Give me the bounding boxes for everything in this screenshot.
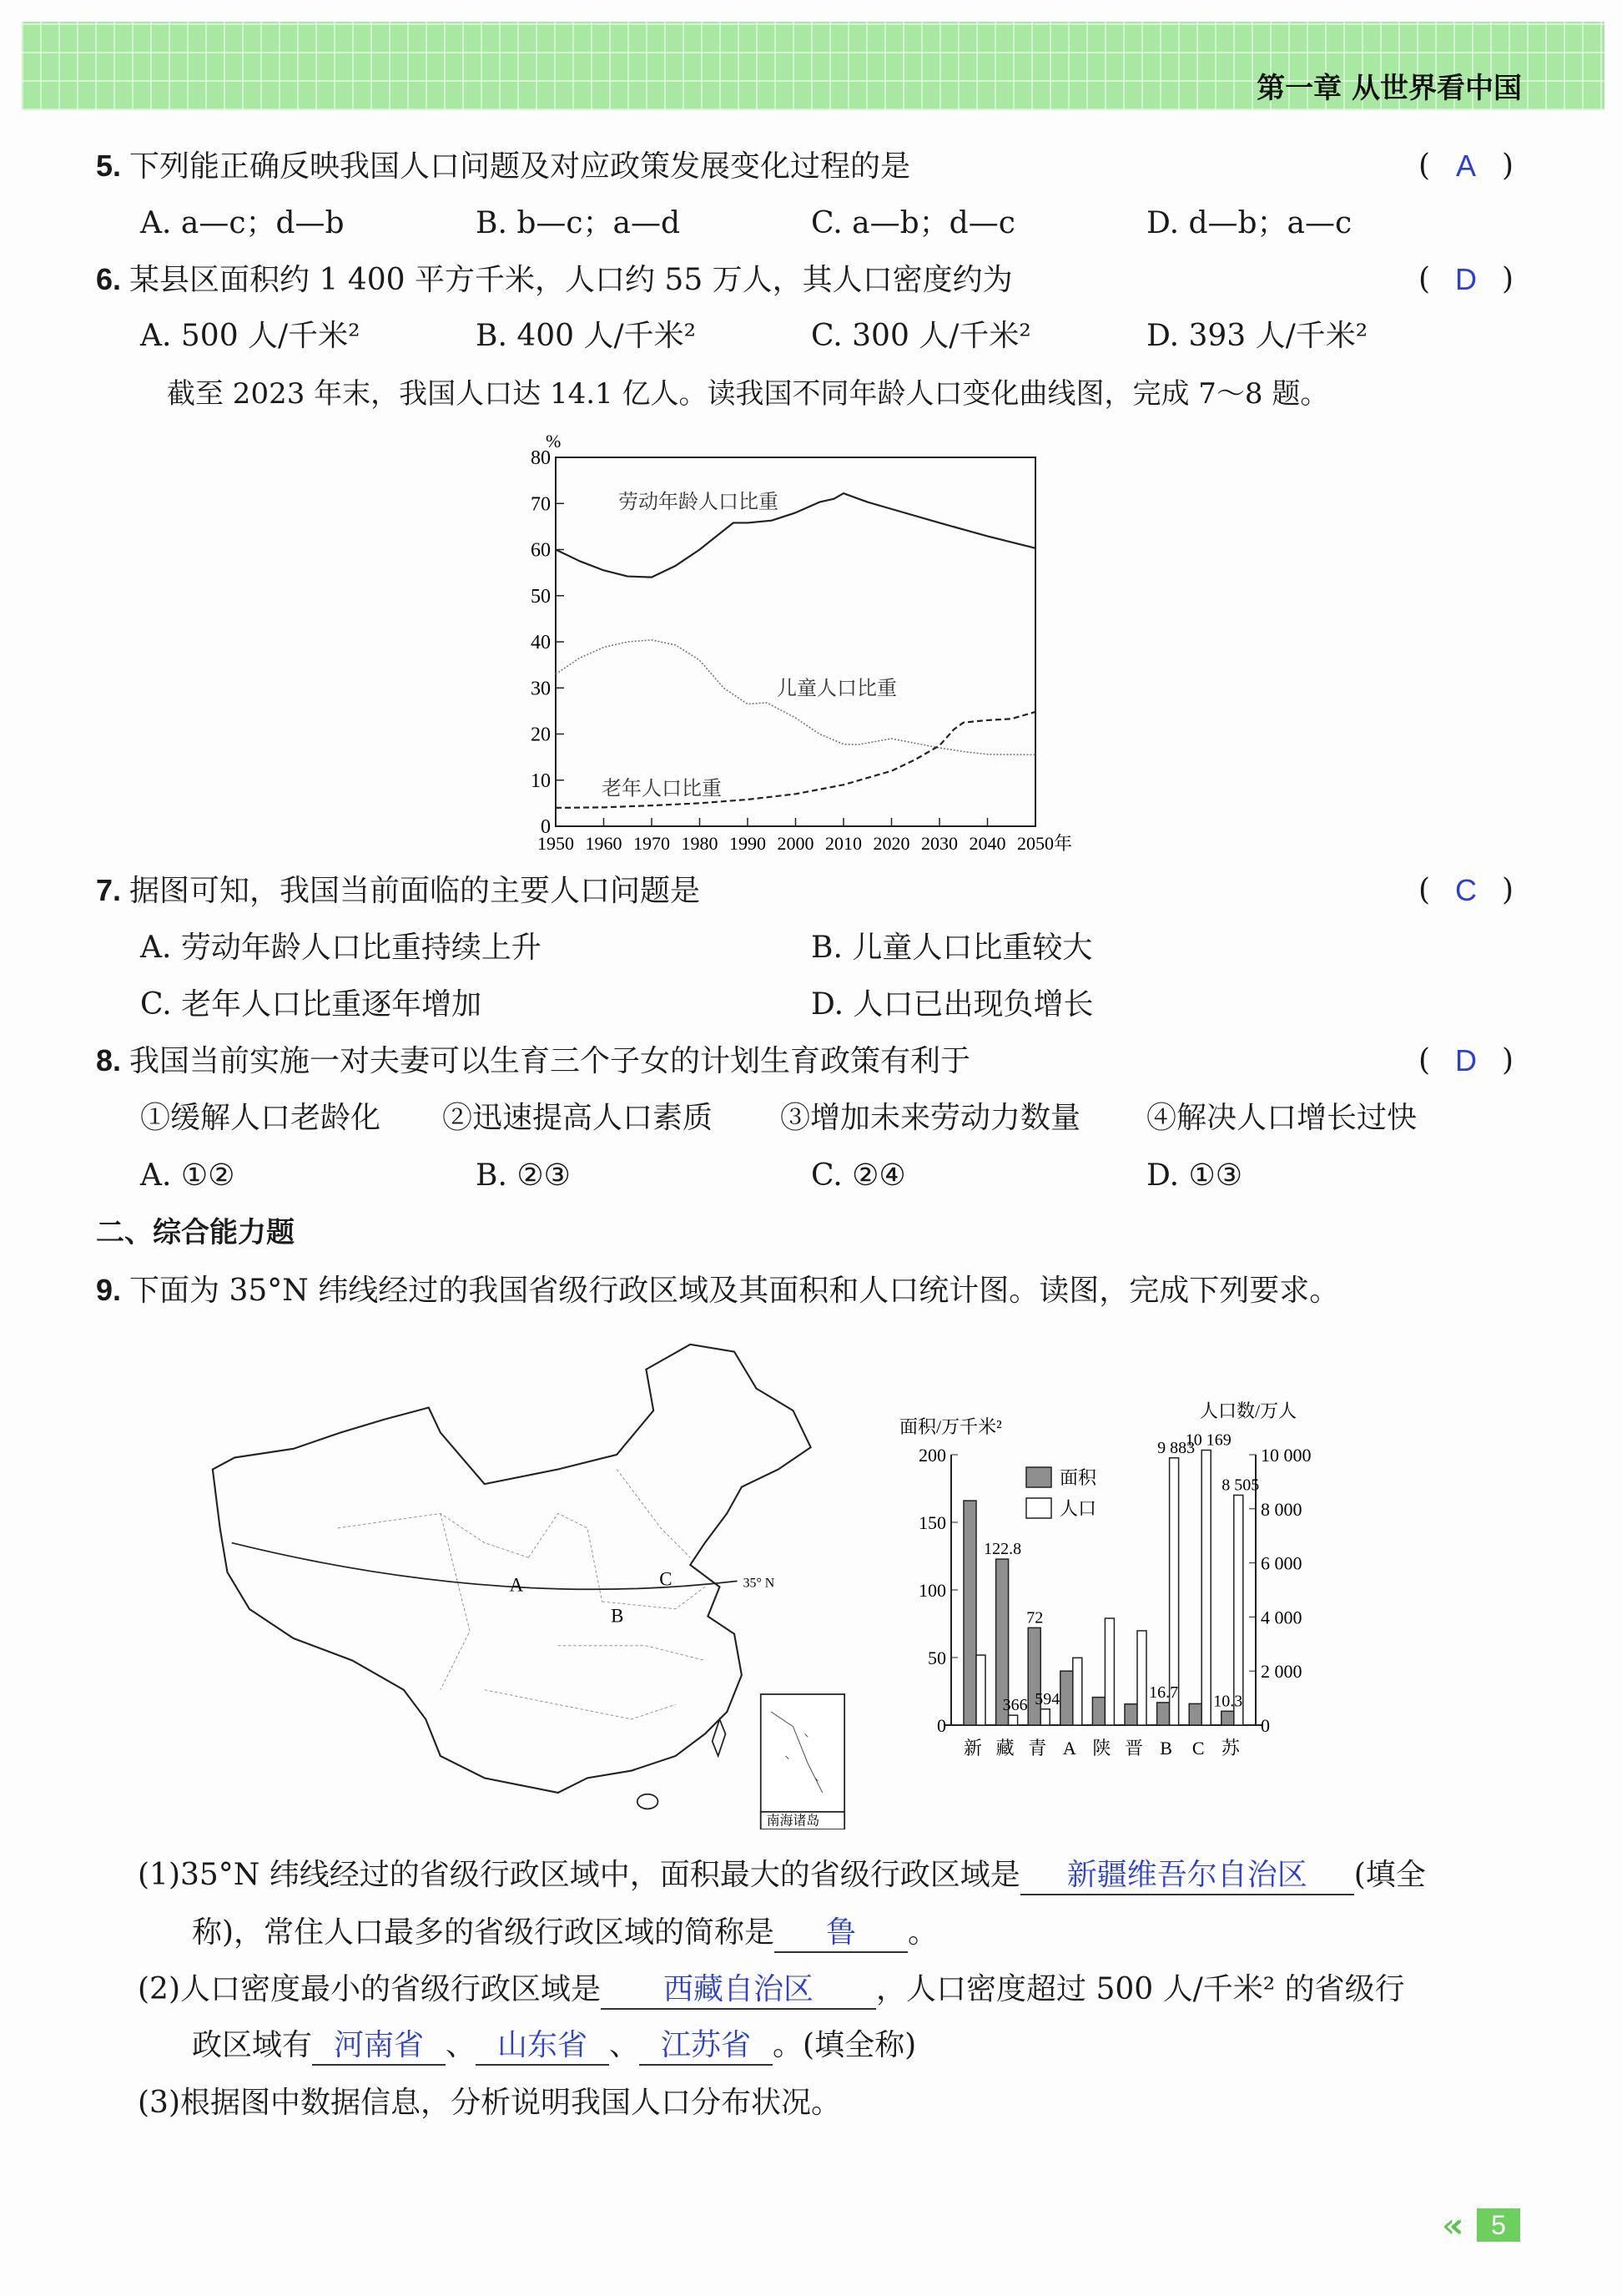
subquestion-2	[138, 1971, 1405, 2010]
bar-population-晋	[1137, 1631, 1146, 1725]
right-tick-label: 0	[1261, 1715, 1270, 1736]
question-text: 下列能正确反映我国人口问题及对应政策发展变化过程的是	[129, 149, 911, 184]
question-9	[96, 1272, 1339, 1309]
latitude-label: 35° N	[743, 1576, 775, 1591]
category-label: 陕	[1092, 1738, 1111, 1759]
answer: A	[1455, 149, 1476, 183]
y-tick-label: 50	[531, 585, 551, 608]
bar-population-label: 8 505	[1222, 1476, 1260, 1495]
x-tick-label: 1980	[681, 833, 718, 854]
bar-area-A	[1060, 1671, 1073, 1725]
bar-area-C	[1189, 1703, 1201, 1725]
age-structure-line-chart	[501, 426, 1101, 860]
category-label: 新	[963, 1738, 983, 1759]
bar-population-C	[1201, 1451, 1211, 1725]
bar-population-苏	[1234, 1495, 1243, 1725]
bar-population-label: 9 883	[1157, 1438, 1196, 1457]
bar-population-青	[1040, 1709, 1050, 1725]
south-china-sea-inset	[761, 1694, 844, 1829]
category-label: 晋	[1124, 1738, 1144, 1759]
option-d: D. d—b；a—c	[1146, 206, 1353, 240]
chapter-title: 第一章 从世界看中国	[1257, 72, 1522, 105]
y-tick-label: 70	[531, 493, 551, 516]
legend-label-population: 人口	[1060, 1498, 1097, 1519]
question-number: 9.	[96, 1273, 122, 1307]
page-number: 5	[1477, 2208, 1520, 2242]
answer: C	[1455, 873, 1477, 907]
answer: D	[1455, 1043, 1477, 1077]
left-tick-label: 0	[937, 1715, 946, 1736]
text: 称)，常住人口最多的省级行政区域的简称是	[192, 1915, 775, 1950]
right-tick-label: 6 000	[1261, 1552, 1302, 1574]
option-a: A. 劳动年龄人口比重持续上升	[140, 931, 542, 965]
statement-4: ④解决人口增长过快	[1146, 1101, 1418, 1135]
bar-population-label: 594	[1035, 1689, 1060, 1708]
x-tick-label: 2030	[921, 833, 958, 854]
legend-label-area: 面积	[1060, 1467, 1097, 1488]
x-axis-unit: 年	[1054, 833, 1073, 854]
option-a: A. ①②	[140, 1158, 235, 1193]
option-b: B. ②③	[476, 1158, 571, 1193]
subquestion-1	[138, 1857, 1426, 1895]
question-text: 我国当前实施一对夫妻可以生育三个子女的计划生育政策有利于	[129, 1044, 971, 1078]
option-a: A. 500 人/千米²	[140, 319, 360, 353]
bar-population-label: 366	[1002, 1696, 1028, 1715]
bar-population-label: 10 169	[1185, 1431, 1232, 1450]
category-label: 苏	[1221, 1738, 1240, 1759]
map-label-b: B	[611, 1605, 624, 1627]
left-tick-label: 150	[919, 1512, 946, 1533]
question-text: 据图可知，我国当前面临的主要人口问题是	[129, 874, 701, 908]
answer-bracket: ( D )	[1418, 1043, 1514, 1077]
question-7	[96, 872, 700, 910]
statement-2: ②迅速提高人口素质	[442, 1101, 713, 1135]
left-axis-title: 面积/万千米²	[899, 1416, 1002, 1437]
option-d: D. ①③	[1146, 1158, 1243, 1193]
bar-area-label: 10.3	[1213, 1692, 1243, 1711]
series-label: 老年人口比重	[602, 778, 722, 800]
bar-area-新	[964, 1501, 976, 1725]
right-tick-label: 2 000	[1261, 1661, 1302, 1683]
x-tick-label: 2050	[1017, 833, 1054, 854]
x-tick-label: 2010	[825, 833, 862, 854]
question-number: 5.	[96, 149, 122, 183]
text: 。	[908, 1915, 939, 1950]
answer-bracket: ( D )	[1418, 262, 1514, 296]
category-label: 青	[1028, 1738, 1047, 1759]
intro-7-8: 截至 2023 年末，我国人口达 14.1 亿人。读我国不同年龄人口变化曲线图，完成 7～8 题。	[167, 377, 1329, 411]
chevron-left-icon: «‹	[1442, 2207, 1453, 2245]
option-d: D. 393 人/千米²	[1146, 319, 1368, 353]
area-population-bar-chart	[893, 1385, 1494, 1778]
question-text: 下面为 35°N 纬线经过的我国省级行政区域及其面积和人口统计图。读图，完成下列要求。	[129, 1274, 1340, 1308]
legend-swatch-population	[1026, 1498, 1051, 1518]
x-tick-label: 1990	[729, 833, 766, 854]
answer-blank-2c: 山东省	[476, 2027, 609, 2066]
left-tick-label: 200	[919, 1445, 946, 1466]
bar-population-A	[1073, 1658, 1082, 1725]
option-c: C. a—b；d—c	[811, 206, 1015, 240]
text: ，人口密度超过 500 人/千米² 的省级行	[876, 1972, 1405, 2006]
x-tick-label: 2040	[969, 833, 1006, 854]
right-axis-title: 人口数/万人	[1200, 1400, 1297, 1421]
category-label: 藏	[995, 1738, 1015, 1759]
y-tick-label: 10	[531, 770, 551, 792]
bar-area-B	[1157, 1703, 1170, 1725]
map-label-a: A	[509, 1574, 524, 1596]
option-c: C. 老年人口比重逐年增加	[140, 987, 482, 1022]
bar-area-晋	[1125, 1704, 1137, 1725]
question-8	[96, 1042, 970, 1080]
text: 。(填全称)	[773, 2028, 917, 2062]
answer-blank-1a: 新疆维吾尔自治区	[1020, 1857, 1354, 1895]
separator: 、	[609, 2028, 640, 2062]
answer-blank-2d: 江苏省	[639, 2027, 773, 2066]
category-label: C	[1191, 1738, 1205, 1759]
answer-blank-1b: 鲁	[774, 1915, 908, 1953]
y-tick-label: 80	[531, 447, 551, 469]
bar-population-陕	[1105, 1618, 1114, 1725]
section-heading: 二、综合能力题	[96, 1216, 295, 1249]
right-tick-label: 10 000	[1261, 1445, 1312, 1466]
legend-swatch-area	[1026, 1467, 1051, 1487]
answer-bracket: ( A )	[1418, 149, 1514, 183]
x-tick-label: 2000	[777, 833, 814, 854]
option-c: C. 300 人/千米²	[811, 319, 1031, 353]
x-tick-label: 2020	[873, 833, 910, 854]
china-outline	[213, 1345, 811, 1793]
y-tick-label: 0	[541, 816, 551, 838]
text: (填全	[1353, 1858, 1426, 1892]
bar-area-青	[1028, 1627, 1040, 1725]
bar-area-label: 122.8	[984, 1540, 1022, 1559]
series-label: 劳动年龄人口比重	[618, 491, 778, 513]
question-number: 8.	[96, 1043, 122, 1077]
option-a: A. a—c；d—b	[140, 206, 345, 240]
bar-area-苏	[1222, 1711, 1234, 1725]
y-tick-label: 40	[531, 632, 551, 653]
inset-label: 南海诸岛	[766, 1814, 820, 1829]
y-axis-unit: %	[546, 431, 562, 452]
text: (2)人口密度最小的省级行政区域是	[138, 1972, 601, 2006]
right-tick-label: 4 000	[1261, 1607, 1302, 1628]
china-map	[205, 1337, 852, 1829]
left-tick-label: 50	[928, 1648, 946, 1668]
bar-area-label: 16.7	[1149, 1683, 1179, 1702]
answer-blank-2a: 西藏自治区	[601, 1971, 876, 2010]
question-6	[96, 261, 1013, 299]
bar-area-label: 72	[1026, 1608, 1044, 1627]
bar-population-藏	[1009, 1715, 1018, 1725]
question-number: 7.	[96, 873, 122, 907]
statement-3: ③增加未来劳动力数量	[780, 1101, 1081, 1135]
x-tick-label: 1970	[633, 833, 670, 854]
question-text: 某县区面积约 1 400 平方千米，人口约 55 万人，其人口密度约为	[129, 263, 1013, 297]
x-tick-label: 1960	[585, 833, 622, 854]
subquestion-2-cont	[192, 2027, 916, 2066]
option-b: B. b—c；a—d	[476, 206, 681, 240]
x-tick-label: 1950	[537, 833, 574, 854]
category-label: B	[1160, 1738, 1172, 1759]
subquestion-3: (3)根据图中数据信息，分析说明我国人口分布状况。	[138, 2086, 841, 2120]
statement-1: ①缓解人口老龄化	[140, 1101, 381, 1135]
answer: D	[1455, 262, 1477, 296]
bar-population-新	[976, 1655, 985, 1725]
series-label: 儿童人口比重	[777, 678, 897, 700]
left-tick-label: 100	[919, 1580, 946, 1601]
question-number: 6.	[96, 262, 122, 296]
separator: 、	[446, 2028, 476, 2062]
right-tick-label: 8 000	[1261, 1498, 1302, 1520]
y-tick-label: 30	[531, 678, 551, 700]
y-tick-label: 20	[531, 724, 551, 746]
answer-bracket: ( C )	[1418, 873, 1514, 907]
hainan-island	[637, 1794, 658, 1809]
y-tick-label: 60	[531, 539, 551, 562]
option-d: D. 人口已出现负增长	[811, 987, 1094, 1022]
category-label: A	[1062, 1738, 1076, 1759]
text: 政区域有	[192, 2028, 313, 2062]
question-5	[96, 148, 910, 185]
subquestion-1-cont	[192, 1915, 938, 1953]
answer-blank-2b: 河南省	[312, 2027, 446, 2066]
bar-area-陕	[1092, 1698, 1105, 1725]
option-b: B. 儿童人口比重较大	[811, 931, 1093, 965]
map-label-c: C	[659, 1568, 672, 1590]
option-b: B. 400 人/千米²	[476, 319, 697, 353]
option-c: C. ②④	[811, 1158, 906, 1193]
text: (1)35°N 纬线经过的省级行政区域中，面积最大的省级行政区域是	[138, 1858, 1020, 1892]
